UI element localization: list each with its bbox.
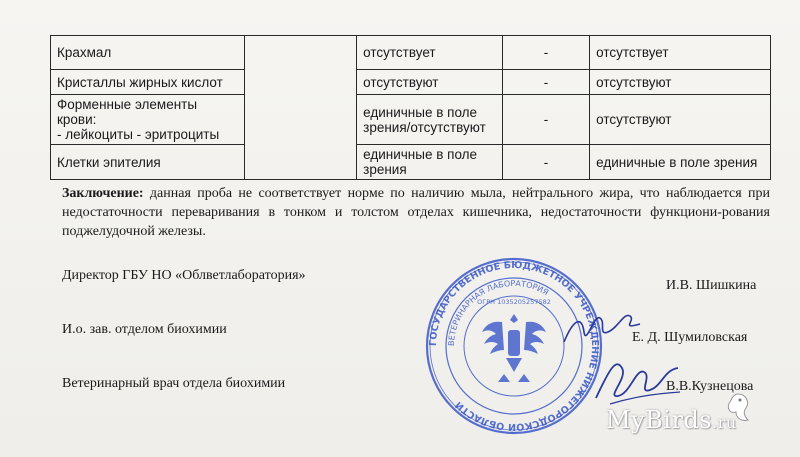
table-cell: - — [502, 95, 589, 145]
signature-role-head: И.о. зав. отделом биохимии — [62, 322, 227, 337]
table-row — [51, 145, 771, 180]
table-cell: Кристаллы жирных кислот — [51, 70, 245, 95]
table-cell: единичные в поле зрения — [590, 145, 771, 180]
table-cell: - — [502, 36, 589, 70]
table-cell — [357, 95, 503, 145]
table-row — [51, 95, 771, 145]
signature-name-vet: В.В.Кузнецова — [666, 379, 754, 394]
table-cell — [51, 95, 245, 145]
conclusion-label: Заключение: — [62, 186, 144, 201]
svg-text:ОГРН 1035205257582: ОГРН 1035205257582 — [477, 298, 551, 306]
bird-logo-icon — [718, 388, 758, 438]
handwritten-signature — [560, 312, 650, 352]
cell-line: зрения/отсутствуют — [363, 119, 486, 135]
table-cell: отсутствует — [357, 36, 503, 70]
cell-line: единичные в поле — [363, 104, 478, 120]
cell-line: - лейкоциты - эритроциты — [57, 127, 220, 142]
table-cell: отсутствуют — [590, 70, 771, 95]
table-row — [51, 36, 771, 70]
svg-text:ГОСУДАРСТВЕННОЕ БЮДЖЕТНОЕ УЧРЕ: ГОСУДАРСТВЕННОЕ БЮДЖЕТНОЕ УЧРЕЖДЕНИЕ НИЖЕГОРОДСКОЙ ОБЛАСТИ — [427, 259, 601, 433]
svg-text:ВЕТЕРИНАРНАЯ ЛАБОРАТОРИЯ: ВЕТЕРИНАРНАЯ ЛАБОРАТОРИЯ — [446, 278, 551, 347]
conclusion-text: данная проба не соответствует норме по наличию мыла, нейтрального жира, что наблюдается при недостаточности переваривания в тонком и толстом отделах кишечника, недостаточности функциони-рования поджелудочной железы. — [62, 186, 770, 239]
table-cell: Клетки эпителия — [51, 145, 245, 180]
watermark-brand: MyBirds — [606, 406, 713, 434]
table-cell: отсутствует — [590, 36, 771, 70]
table-cell: отсутствуют — [590, 95, 771, 145]
table-cell: - — [502, 70, 589, 95]
cell-line: зрения — [363, 162, 407, 177]
signature-name-head: Е. Д. Шумиловская — [632, 330, 748, 345]
table-cell: Крахмал — [51, 36, 245, 70]
watermark-tld: .ru — [712, 413, 737, 432]
table-row — [51, 70, 771, 95]
handwritten-signature — [590, 356, 686, 408]
table-cell: - — [502, 145, 589, 180]
signature-name-director: И.В. Шишкина — [666, 278, 757, 293]
table-cell-empty — [245, 36, 357, 180]
table-cell: отсутствуют — [357, 70, 503, 95]
signature-role-director: Директор ГБУ НО «Облветлаборатория» — [62, 268, 306, 283]
cell-line: единичные в поле — [363, 147, 478, 162]
cell-line: Форменные элементы крови: — [57, 97, 198, 127]
conclusion-paragraph — [62, 184, 770, 241]
table-cell — [357, 145, 503, 180]
signature-role-vet: Ветеринарный врач отдела биохимии — [62, 376, 286, 391]
results-table — [50, 35, 771, 180]
